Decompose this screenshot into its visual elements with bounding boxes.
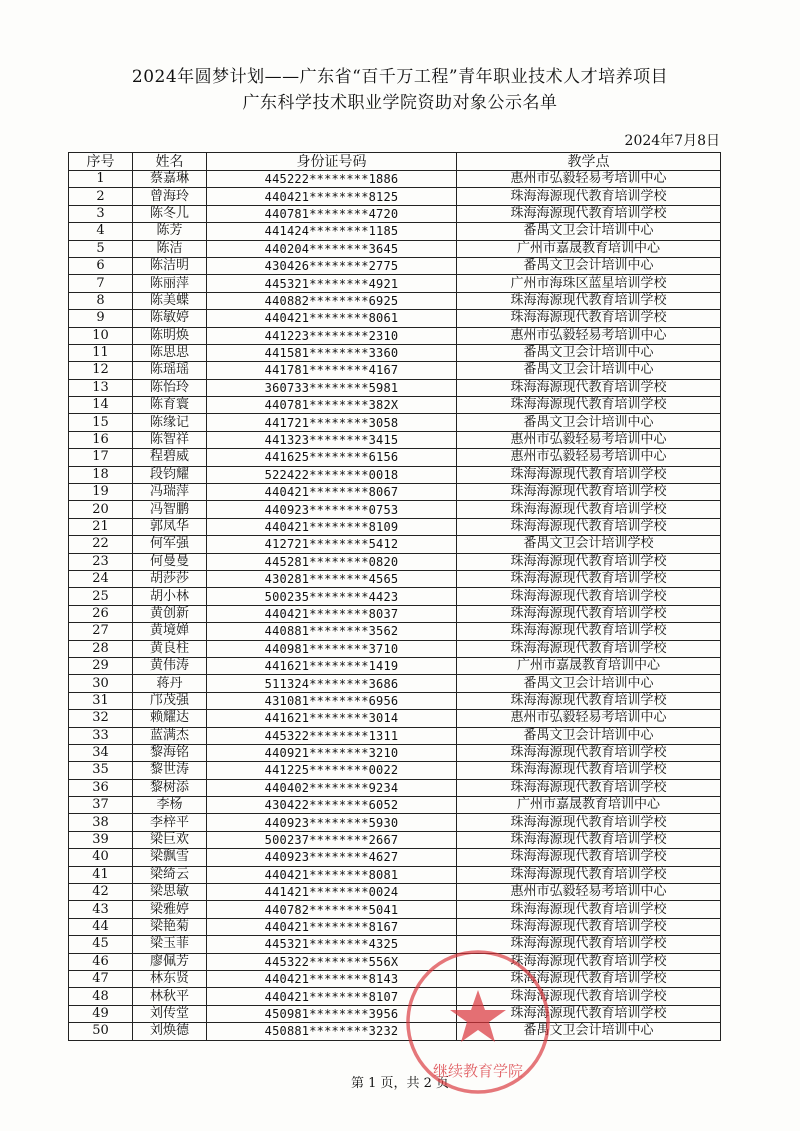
row-index: 28 [69, 640, 133, 657]
row-id-number: 522422********0018 [207, 466, 457, 483]
row-index: 21 [69, 518, 133, 535]
row-index: 31 [69, 692, 133, 709]
table-row [69, 901, 721, 918]
row-index: 44 [69, 918, 133, 935]
row-id-number: 440421********8107 [207, 988, 457, 1005]
table-row [69, 779, 721, 796]
table-row [69, 918, 721, 935]
row-name: 陈育寰 [133, 397, 207, 414]
table-row [69, 970, 721, 987]
row-index: 8 [69, 292, 133, 309]
row-id-number: 440421********8125 [207, 188, 457, 205]
row-id-number: 445321********4325 [207, 936, 457, 953]
table-row [69, 240, 721, 257]
row-index: 47 [69, 970, 133, 987]
document-title: 2024年圆梦计划——广东省“百千万工程”青年职业技术人才培养项目 [131, 67, 669, 87]
row-id-number: 445322********1311 [207, 727, 457, 744]
row-teaching-site: 珠海海源现代教育培训学校 [457, 1005, 721, 1022]
row-teaching-site: 珠海海源现代教育培训学校 [457, 640, 721, 657]
table-row [69, 553, 721, 570]
row-name: 梁飘雪 [133, 849, 207, 866]
row-index: 23 [69, 553, 133, 570]
row-index: 14 [69, 397, 133, 414]
row-id-number: 440421********8143 [207, 970, 457, 987]
row-name: 黄伟涛 [133, 657, 207, 674]
row-id-number: 450981********3956 [207, 1005, 457, 1022]
row-teaching-site: 惠州市弘毅轻易考培训中心 [457, 449, 721, 466]
row-id-number: 441621********3014 [207, 710, 457, 727]
page-number: 第 1 页，共 2 页 [350, 1076, 450, 1091]
table-row [69, 431, 721, 448]
row-id-number: 441323********3415 [207, 431, 457, 448]
row-id-number: 441581********3360 [207, 344, 457, 361]
row-index: 20 [69, 501, 133, 518]
row-id-number: 445222********1886 [207, 171, 457, 188]
row-index: 4 [69, 223, 133, 240]
row-teaching-site: 珠海海源现代教育培训学校 [457, 762, 721, 779]
row-index: 18 [69, 466, 133, 483]
row-index: 32 [69, 710, 133, 727]
row-name: 黄境婵 [133, 623, 207, 640]
row-name: 蒋丹 [133, 675, 207, 692]
row-id-number: 440923********0753 [207, 501, 457, 518]
row-id-number: 440421********8109 [207, 518, 457, 535]
row-index: 19 [69, 484, 133, 501]
row-teaching-site: 番禺文卫会计培训中心 [457, 414, 721, 431]
row-id-number: 440781********382X [207, 397, 457, 414]
row-index: 49 [69, 1005, 133, 1022]
row-teaching-site: 珠海海源现代教育培训学校 [457, 866, 721, 883]
row-index: 30 [69, 675, 133, 692]
row-id-number: 445322********556X [207, 953, 457, 970]
row-id-number: 441625********6156 [207, 449, 457, 466]
row-teaching-site: 珠海海源现代教育培训学校 [457, 501, 721, 518]
row-id-number: 440421********8081 [207, 866, 457, 883]
row-name: 段钧耀 [133, 466, 207, 483]
row-teaching-site: 番禺文卫会计培训中心 [457, 223, 721, 240]
row-id-number: 431081********6956 [207, 692, 457, 709]
row-id-number: 430426********2775 [207, 257, 457, 274]
row-teaching-site: 珠海海源现代教育培训学校 [457, 970, 721, 987]
row-teaching-site: 珠海海源现代教育培训学校 [457, 953, 721, 970]
row-name: 陈智祥 [133, 431, 207, 448]
table-row [69, 501, 721, 518]
table-row [69, 1023, 721, 1040]
row-id-number: 441621********1419 [207, 657, 457, 674]
row-name: 黎世涛 [133, 762, 207, 779]
row-name: 郭凤华 [133, 518, 207, 535]
table-row [69, 692, 721, 709]
table-row [69, 449, 721, 466]
row-id-number: 360733********5981 [207, 379, 457, 396]
table-row [69, 379, 721, 396]
row-name: 黎海铭 [133, 744, 207, 761]
header-id-number: 身份证号码 [207, 153, 457, 171]
row-index: 36 [69, 779, 133, 796]
row-teaching-site: 珠海海源现代教育培训学校 [457, 205, 721, 222]
row-teaching-site: 珠海海源现代教育培训学校 [457, 831, 721, 848]
row-name: 冯智鹏 [133, 501, 207, 518]
row-teaching-site: 珠海海源现代教育培训学校 [457, 484, 721, 501]
table-row [69, 727, 721, 744]
row-index: 37 [69, 797, 133, 814]
row-index: 43 [69, 901, 133, 918]
row-name: 李杨 [133, 797, 207, 814]
row-name: 曾海玲 [133, 188, 207, 205]
row-teaching-site: 广州市嘉晟教育培训中心 [457, 797, 721, 814]
row-name: 陈缘记 [133, 414, 207, 431]
table-row [69, 205, 721, 222]
row-id-number: 430281********4565 [207, 570, 457, 587]
row-index: 7 [69, 275, 133, 292]
table-row [69, 866, 721, 883]
table-row [69, 570, 721, 587]
row-id-number: 440921********3210 [207, 744, 457, 761]
row-name: 刘焕德 [133, 1023, 207, 1040]
row-index: 29 [69, 657, 133, 674]
row-index: 26 [69, 605, 133, 622]
row-index: 42 [69, 884, 133, 901]
row-teaching-site: 广州市嘉晟教育培训中心 [457, 240, 721, 257]
row-index: 46 [69, 953, 133, 970]
row-id-number: 441421********0024 [207, 884, 457, 901]
row-name: 陈洁 [133, 240, 207, 257]
row-index: 5 [69, 240, 133, 257]
row-index: 33 [69, 727, 133, 744]
row-name: 何曼曼 [133, 553, 207, 570]
table-row [69, 640, 721, 657]
table-row [69, 344, 721, 361]
row-id-number: 500235********4423 [207, 588, 457, 605]
row-teaching-site: 珠海海源现代教育培训学校 [457, 553, 721, 570]
table-row [69, 466, 721, 483]
row-teaching-site: 珠海海源现代教育培训学校 [457, 379, 721, 396]
table-row [69, 797, 721, 814]
row-name: 陈丽萍 [133, 275, 207, 292]
table-row [69, 623, 721, 640]
row-name: 陈瑶瑶 [133, 362, 207, 379]
row-index: 3 [69, 205, 133, 222]
row-id-number: 440923********4627 [207, 849, 457, 866]
row-teaching-site: 珠海海源现代教育培训学校 [457, 397, 721, 414]
table-row [69, 988, 721, 1005]
row-id-number: 441781********4167 [207, 362, 457, 379]
table-row [69, 362, 721, 379]
header-name: 姓名 [133, 153, 207, 171]
table-row [69, 831, 721, 848]
row-name: 邝茂强 [133, 692, 207, 709]
table-row [69, 188, 721, 205]
table-row [69, 605, 721, 622]
row-id-number: 441424********1185 [207, 223, 457, 240]
row-name: 陈美蝶 [133, 292, 207, 309]
row-teaching-site: 珠海海源现代教育培训学校 [457, 518, 721, 535]
row-id-number: 440402********9234 [207, 779, 457, 796]
row-teaching-site: 番禺文卫会计培训中心 [457, 362, 721, 379]
row-index: 34 [69, 744, 133, 761]
row-teaching-site: 珠海海源现代教育培训学校 [457, 779, 721, 796]
row-index: 50 [69, 1023, 133, 1040]
row-teaching-site: 珠海海源现代教育培训学校 [457, 188, 721, 205]
document-subtitle: 广东科学技术职业学院资助对象公示名单 [242, 93, 558, 113]
row-name: 陈敏婷 [133, 310, 207, 327]
row-id-number: 511324********3686 [207, 675, 457, 692]
row-name: 陈冬儿 [133, 205, 207, 222]
row-id-number: 500237********2667 [207, 831, 457, 848]
row-id-number: 445281********0820 [207, 553, 457, 570]
row-teaching-site: 惠州市弘毅轻易考培训中心 [457, 171, 721, 188]
table-row [69, 292, 721, 309]
row-id-number: 440421********8061 [207, 310, 457, 327]
table-row [69, 536, 721, 553]
row-teaching-site: 番禺文卫会计培训学校 [457, 536, 721, 553]
table-row [69, 414, 721, 431]
table-row [69, 710, 721, 727]
table-row [69, 762, 721, 779]
row-name: 黄创新 [133, 605, 207, 622]
table-row [69, 257, 721, 274]
row-teaching-site: 珠海海源现代教育培训学校 [457, 744, 721, 761]
table-row [69, 397, 721, 414]
row-id-number: 440923********5930 [207, 814, 457, 831]
row-id-number: 440781********4720 [207, 205, 457, 222]
row-index: 24 [69, 570, 133, 587]
row-teaching-site: 珠海海源现代教育培训学校 [457, 988, 721, 1005]
table-row [69, 275, 721, 292]
row-index: 10 [69, 327, 133, 344]
row-name: 陈思思 [133, 344, 207, 361]
row-teaching-site: 珠海海源现代教育培训学校 [457, 466, 721, 483]
table-row [69, 223, 721, 240]
row-id-number: 412721********5412 [207, 536, 457, 553]
row-index: 13 [69, 379, 133, 396]
row-index: 16 [69, 431, 133, 448]
row-teaching-site: 珠海海源现代教育培训学校 [457, 292, 721, 309]
table-row [69, 657, 721, 674]
row-id-number: 440421********8067 [207, 484, 457, 501]
row-teaching-site: 广州市嘉晟教育培训中心 [457, 657, 721, 674]
row-name: 梁巨欢 [133, 831, 207, 848]
row-teaching-site: 惠州市弘毅轻易考培训中心 [457, 884, 721, 901]
row-index: 35 [69, 762, 133, 779]
table-row [69, 310, 721, 327]
row-teaching-site: 广州市海珠区蓝星培训学校 [457, 275, 721, 292]
row-index: 9 [69, 310, 133, 327]
row-index: 39 [69, 831, 133, 848]
row-name: 赖耀达 [133, 710, 207, 727]
row-teaching-site: 番禺文卫会计培训中心 [457, 1023, 721, 1040]
row-teaching-site: 惠州市弘毅轻易考培训中心 [457, 327, 721, 344]
row-index: 40 [69, 849, 133, 866]
table-row [69, 814, 721, 831]
seal-text: 继续教育学院 [432, 1062, 524, 1080]
table-row [69, 171, 721, 188]
row-id-number: 440881********3562 [207, 623, 457, 640]
row-name: 蔡嘉琳 [133, 171, 207, 188]
row-index: 22 [69, 536, 133, 553]
row-index: 25 [69, 588, 133, 605]
row-name: 胡莎莎 [133, 570, 207, 587]
row-name: 梁玉菲 [133, 936, 207, 953]
row-index: 27 [69, 623, 133, 640]
row-index: 15 [69, 414, 133, 431]
row-teaching-site: 珠海海源现代教育培训学校 [457, 623, 721, 640]
row-name: 梁雅婷 [133, 901, 207, 918]
row-teaching-site: 惠州市弘毅轻易考培训中心 [457, 431, 721, 448]
row-teaching-site: 珠海海源现代教育培训学校 [457, 605, 721, 622]
row-index: 48 [69, 988, 133, 1005]
row-teaching-site: 珠海海源现代教育培训学校 [457, 849, 721, 866]
row-teaching-site: 珠海海源现代教育培训学校 [457, 692, 721, 709]
row-name: 冯瑞萍 [133, 484, 207, 501]
row-name: 李梓平 [133, 814, 207, 831]
row-name: 程碧威 [133, 449, 207, 466]
table-row [69, 327, 721, 344]
row-index: 2 [69, 188, 133, 205]
table-row [69, 936, 721, 953]
row-teaching-site: 珠海海源现代教育培训学校 [457, 588, 721, 605]
table-row [69, 884, 721, 901]
row-name: 梁绮云 [133, 866, 207, 883]
row-teaching-site: 番禺文卫会计培训中心 [457, 727, 721, 744]
row-teaching-site: 番禺文卫会计培训中心 [457, 344, 721, 361]
publish-date: 2024年7月8日 [624, 133, 720, 149]
row-name: 陈芳 [133, 223, 207, 240]
row-name: 林秋平 [133, 988, 207, 1005]
row-id-number: 440882********6925 [207, 292, 457, 309]
table-row [69, 849, 721, 866]
row-index: 45 [69, 936, 133, 953]
row-name: 蓝满杰 [133, 727, 207, 744]
row-name: 刘传堂 [133, 1005, 207, 1022]
table-body [69, 171, 721, 1041]
header-teaching-site: 教学点 [457, 153, 721, 171]
row-name: 陈洁明 [133, 257, 207, 274]
row-name: 陈怡玲 [133, 379, 207, 396]
table-header-row [69, 153, 721, 171]
table-row [69, 744, 721, 761]
table-row [69, 953, 721, 970]
row-id-number: 440204********3645 [207, 240, 457, 257]
row-teaching-site: 珠海海源现代教育培训学校 [457, 936, 721, 953]
row-id-number: 440782********5041 [207, 901, 457, 918]
row-index: 38 [69, 814, 133, 831]
row-index: 1 [69, 171, 133, 188]
row-index: 11 [69, 344, 133, 361]
row-name: 胡小林 [133, 588, 207, 605]
row-id-number: 440421********8037 [207, 605, 457, 622]
recipient-table [68, 152, 721, 1041]
row-teaching-site: 珠海海源现代教育培训学校 [457, 570, 721, 587]
table-row [69, 484, 721, 501]
table-row [69, 518, 721, 535]
row-name: 陈明焕 [133, 327, 207, 344]
row-name: 黄良柱 [133, 640, 207, 657]
row-id-number: 441223********2310 [207, 327, 457, 344]
row-teaching-site: 珠海海源现代教育培训学校 [457, 901, 721, 918]
header-index: 序号 [69, 153, 133, 171]
table-row [69, 588, 721, 605]
row-teaching-site: 珠海海源现代教育培训学校 [457, 310, 721, 327]
row-name: 林东贤 [133, 970, 207, 987]
row-teaching-site: 惠州市弘毅轻易考培训中心 [457, 710, 721, 727]
row-index: 41 [69, 866, 133, 883]
row-index: 17 [69, 449, 133, 466]
row-id-number: 440981********3710 [207, 640, 457, 657]
row-name: 何军强 [133, 536, 207, 553]
row-teaching-site: 珠海海源现代教育培训学校 [457, 814, 721, 831]
row-id-number: 440421********8167 [207, 918, 457, 935]
row-id-number: 430422********6052 [207, 797, 457, 814]
row-name: 梁艳菊 [133, 918, 207, 935]
row-id-number: 445321********4921 [207, 275, 457, 292]
row-teaching-site: 番禺文卫会计培训中心 [457, 257, 721, 274]
row-id-number: 441225********0022 [207, 762, 457, 779]
table-row [69, 1005, 721, 1022]
row-name: 廖佩芳 [133, 953, 207, 970]
row-name: 梁思敏 [133, 884, 207, 901]
row-name: 黎树添 [133, 779, 207, 796]
row-index: 6 [69, 257, 133, 274]
row-index: 12 [69, 362, 133, 379]
row-id-number: 441721********3058 [207, 414, 457, 431]
row-id-number: 450881********3232 [207, 1023, 457, 1040]
table-row [69, 675, 721, 692]
row-teaching-site: 番禺文卫会计培训中心 [457, 675, 721, 692]
row-teaching-site: 珠海海源现代教育培训学校 [457, 918, 721, 935]
